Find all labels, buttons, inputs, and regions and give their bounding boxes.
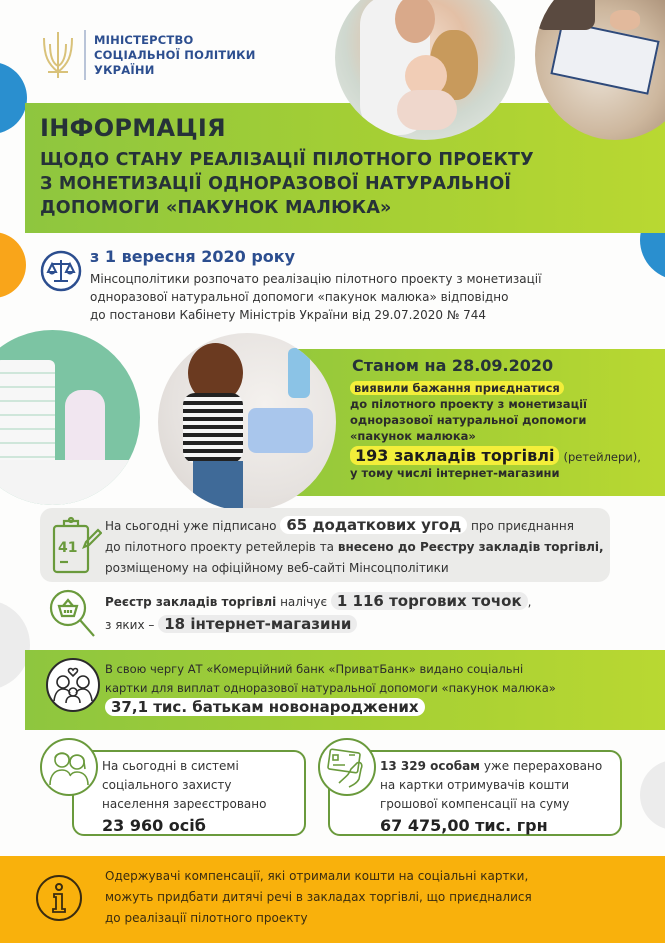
decor-grey-circle-right [640, 760, 665, 830]
retailers-count: 193 закладів торгівлі [350, 446, 559, 465]
footer-text: Одержувачі компенсації, які отримали кошти на соціальні картки, можуть придбати дитячі речі в закладах торгівлі, що приєдналися до реалізації пілотного проекту [105, 869, 532, 925]
trident-coat-of-arms-icon [40, 28, 76, 82]
registry-text: Реєстр закладів торгівлі налічує 1 116 торгових точок , з яких – 18 інтернет-магазини [105, 592, 532, 633]
status-date-heading: Станом на 28.09.2020 [352, 356, 554, 375]
compensation-text: 13 329 особам уже перераховано на картки отримувачів кошти грошової компенсації на суму 67 475,00 тис. грн [380, 759, 603, 835]
compensation-amount: 67 475,00 тис. грн [380, 816, 548, 835]
woman-shopping-baby-clothes-photo [158, 333, 336, 511]
clipboard-calendar-pencil-icon [50, 516, 102, 576]
trade-points-count: 1 116 торгових точок [331, 592, 528, 610]
launch-description: Мінсоцполітики розпочато реалізацію пілотного проекту з монетизації одноразової натуральної допомоги «пакунок малюка» відповідно до постанови Кабінету Міністрів України від 29.07.2020 № 744 [90, 272, 542, 322]
online-stores-count: 18 інтернет-магазини [158, 615, 357, 633]
launch-date-heading: з 1 вересня 2020 року [90, 247, 296, 266]
agreements-text: На сьогодні уже підписано 65 додаткових угод про приєднання до пілотного проекту ретейлерів та внесено до Реєстру закладів торгівлі, розміщеному на офіційному веб-сайті Мінсоцполітики [105, 516, 604, 575]
registered-count: 23 960 осіб [102, 816, 206, 835]
info-icon [34, 873, 84, 923]
diapers-and-bottle-photo [0, 330, 140, 505]
logo-separator [84, 30, 86, 80]
page-subtitle: ЩОДО СТАНУ РЕАЛІЗАЦІЇ ПІЛОТНОГО ПРОЕКТУ З МОНЕТИЗАЦІЇ ОДНОРАЗОВОЇ НАТУРАЛЬНОЇ ДОПОМОГИ «ПАКУНОК МАЛЮКА» [40, 150, 534, 218]
page-title: ІНФОРМАЦІЯ [40, 114, 226, 142]
decor-orange-circle-left [0, 232, 26, 298]
agreements-count: 65 додаткових угод [280, 516, 467, 534]
shopping-basket-magnifier-icon [48, 588, 100, 640]
parents-count: 37,1 тис. батькам новонароджених [105, 698, 425, 716]
couple-people-icon [40, 738, 98, 796]
decor-blue-circle-left [0, 62, 27, 134]
registered-text: На сьогодні в системі соціального захисту населення зареєстровано 23 960 осіб [102, 759, 267, 835]
status-description: виявили бажання приєднатися до пілотного проекту з монетизації одноразової натуральної допомоги «пакунок малюка» 193 закладів торгівлі (ретейлери), у тому числі інтернет-магазини [350, 381, 641, 480]
family-with-heart-icon [45, 657, 101, 713]
bank-text: В свою чергу АТ «Комерційний банк «ПриватБанк» видано соціальні картки для виплат одноразової натуральної допомоги «пакунок малюка» 37,1 тис. батькам новонароджених [105, 662, 556, 716]
status-highlight: виявили бажання приєднатися [350, 381, 564, 395]
hand-holding-card-icon [318, 738, 376, 796]
ministry-name: МІНІСТЕРСТВО СОЦІАЛЬНОЇ ПОЛІТИКИ УКРАЇНИ [94, 33, 256, 77]
scales-of-justice-icon [40, 250, 82, 292]
svg-text:41: 41 [58, 540, 78, 556]
